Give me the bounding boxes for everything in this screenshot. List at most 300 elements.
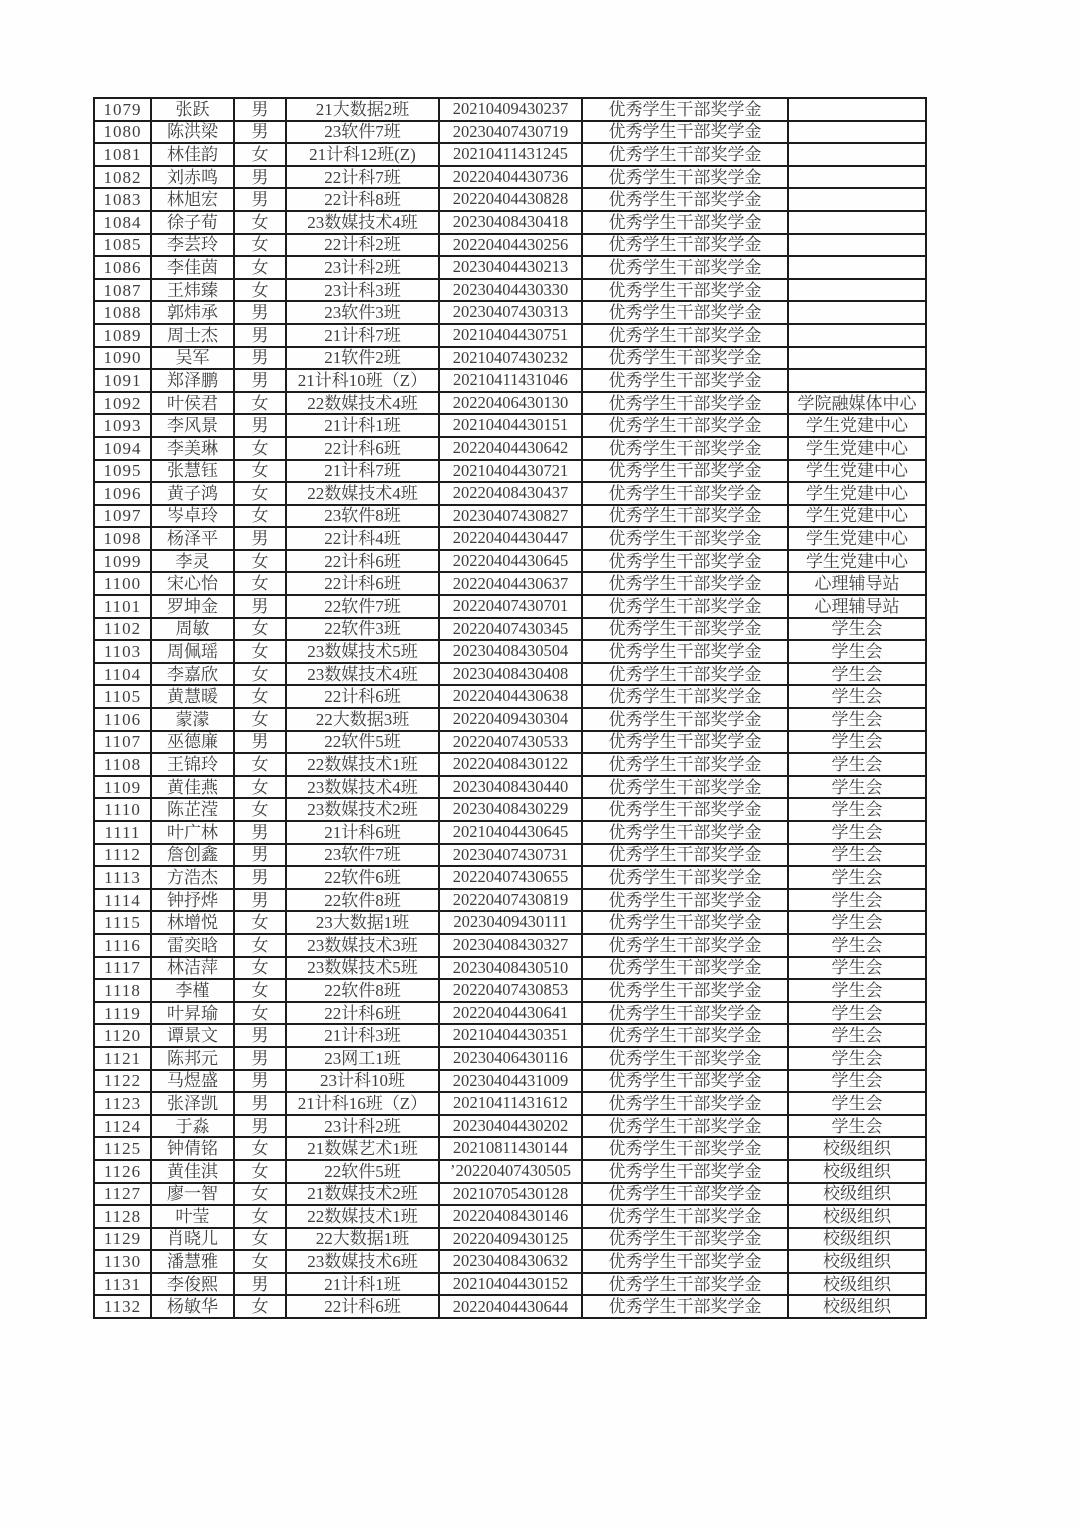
- gender-cell: 女: [234, 1205, 286, 1228]
- organization-cell: 学生党建中心: [788, 460, 926, 483]
- table-row: [94, 979, 926, 1002]
- organization-cell: 校级组织: [788, 1137, 926, 1160]
- gender-cell: 男: [234, 821, 286, 844]
- gender-cell: 女: [234, 618, 286, 641]
- row-number-cell: 1092: [94, 392, 151, 415]
- name-cell: 吴军: [151, 347, 234, 370]
- name-cell: 李风景: [151, 414, 234, 437]
- student-id-cell: 20230409430111: [439, 911, 582, 934]
- name-cell: 林佳韵: [151, 143, 234, 166]
- table-row: [94, 392, 926, 415]
- gender-cell: 女: [234, 1183, 286, 1206]
- row-number-cell: 1094: [94, 437, 151, 460]
- award-cell: 优秀学生干部奖学金: [582, 934, 788, 957]
- table-row: [94, 234, 926, 257]
- award-cell: 优秀学生干部奖学金: [582, 731, 788, 754]
- award-cell: 优秀学生干部奖学金: [582, 821, 788, 844]
- table-row: [94, 1228, 926, 1251]
- organization-cell: 心理辅导站: [788, 572, 926, 595]
- name-cell: 李嘉欣: [151, 663, 234, 686]
- name-cell: 林增悦: [151, 911, 234, 934]
- award-cell: 优秀学生干部奖学金: [582, 98, 788, 121]
- table-row: [94, 1092, 926, 1115]
- award-cell: 优秀学生干部奖学金: [582, 166, 788, 189]
- name-cell: 张慧钰: [151, 460, 234, 483]
- student-id-cell: 20220408430437: [439, 482, 582, 505]
- table-row: [94, 1002, 926, 1025]
- organization-cell: 校级组织: [788, 1205, 926, 1228]
- class-cell: 23数媒技术4班: [286, 776, 439, 799]
- name-cell: 刘赤鸣: [151, 166, 234, 189]
- table-row: [94, 143, 926, 166]
- class-cell: 22软件8班: [286, 889, 439, 912]
- row-number-cell: 1116: [94, 934, 151, 957]
- student-id-cell: 20230408430327: [439, 934, 582, 957]
- name-cell: 李灵: [151, 550, 234, 573]
- gender-cell: 女: [234, 911, 286, 934]
- student-id-cell: 20220406430130: [439, 392, 582, 415]
- student-id-cell: 20210705430128: [439, 1183, 582, 1206]
- organization-cell: [788, 279, 926, 302]
- name-cell: 蒙濛: [151, 708, 234, 731]
- gender-cell: 女: [234, 437, 286, 460]
- class-cell: 21计科1班: [286, 414, 439, 437]
- table-row: [94, 1137, 926, 1160]
- student-id-cell: 20220409430304: [439, 708, 582, 731]
- award-cell: 优秀学生干部奖学金: [582, 572, 788, 595]
- student-id-cell: 20210404430721: [439, 460, 582, 483]
- name-cell: 叶侯君: [151, 392, 234, 415]
- table-row: [94, 1070, 926, 1093]
- gender-cell: 女: [234, 640, 286, 663]
- award-cell: 优秀学生干部奖学金: [582, 957, 788, 980]
- award-cell: 优秀学生干部奖学金: [582, 256, 788, 279]
- student-id-cell: 20230404431009: [439, 1070, 582, 1093]
- award-cell: 优秀学生干部奖学金: [582, 1160, 788, 1183]
- student-id-cell: 20220404430447: [439, 527, 582, 550]
- row-number-cell: 1122: [94, 1070, 151, 1093]
- class-cell: 22数媒技术1班: [286, 1205, 439, 1228]
- row-number-cell: 1119: [94, 1002, 151, 1025]
- row-number-cell: 1080: [94, 121, 151, 144]
- table-row: [94, 527, 926, 550]
- gender-cell: 男: [234, 731, 286, 754]
- organization-cell: 学生会: [788, 1115, 926, 1138]
- organization-cell: 学生会: [788, 663, 926, 686]
- scholarship-table: [93, 97, 927, 1319]
- award-cell: 优秀学生干部奖学金: [582, 1273, 788, 1296]
- gender-cell: 女: [234, 1137, 286, 1160]
- table-row: [94, 798, 926, 821]
- gender-cell: 男: [234, 595, 286, 618]
- organization-cell: [788, 98, 926, 121]
- student-id-cell: 20210811430144: [439, 1137, 582, 1160]
- row-number-cell: 1087: [94, 279, 151, 302]
- row-number-cell: 1126: [94, 1160, 151, 1183]
- student-id-cell: 20230408430440: [439, 776, 582, 799]
- award-cell: 优秀学生干部奖学金: [582, 798, 788, 821]
- class-cell: 23软件7班: [286, 844, 439, 867]
- name-cell: 黄佳燕: [151, 776, 234, 799]
- row-number-cell: 1101: [94, 595, 151, 618]
- gender-cell: 女: [234, 753, 286, 776]
- student-id-cell: 20230407430313: [439, 301, 582, 324]
- row-number-cell: 1114: [94, 889, 151, 912]
- table-row: [94, 618, 926, 641]
- name-cell: 陈洪梁: [151, 121, 234, 144]
- gender-cell: 女: [234, 1160, 286, 1183]
- student-id-cell: 20230408430632: [439, 1250, 582, 1273]
- class-cell: 21计科7班: [286, 324, 439, 347]
- row-number-cell: 1128: [94, 1205, 151, 1228]
- award-cell: 优秀学生干部奖学金: [582, 776, 788, 799]
- gender-cell: 女: [234, 482, 286, 505]
- class-cell: 23计科3班: [286, 279, 439, 302]
- class-cell: 22计科2班: [286, 234, 439, 257]
- organization-cell: 学生会: [788, 1047, 926, 1070]
- table-row: [94, 1205, 926, 1228]
- class-cell: 23软件3班: [286, 301, 439, 324]
- row-number-cell: 1088: [94, 301, 151, 324]
- organization-cell: 学生会: [788, 934, 926, 957]
- gender-cell: 男: [234, 889, 286, 912]
- gender-cell: 男: [234, 1092, 286, 1115]
- student-id-cell: 20220407430819: [439, 889, 582, 912]
- row-number-cell: 1118: [94, 979, 151, 1002]
- gender-cell: 男: [234, 166, 286, 189]
- student-id-cell: 20220404430256: [439, 234, 582, 257]
- organization-cell: 学生党建中心: [788, 550, 926, 573]
- class-cell: 22软件7班: [286, 595, 439, 618]
- gender-cell: 男: [234, 844, 286, 867]
- table-row: [94, 460, 926, 483]
- table-row: [94, 324, 926, 347]
- gender-cell: 女: [234, 1250, 286, 1273]
- table-body: [94, 98, 926, 1318]
- class-cell: 23数媒技术6班: [286, 1250, 439, 1273]
- gender-cell: 男: [234, 98, 286, 121]
- student-id-cell: 20220407430533: [439, 731, 582, 754]
- student-id-cell: 20220409430125: [439, 1228, 582, 1251]
- class-cell: 21计科7班: [286, 460, 439, 483]
- organization-cell: [788, 369, 926, 392]
- student-id-cell: 20210404430152: [439, 1273, 582, 1296]
- award-cell: 优秀学生干部奖学金: [582, 1092, 788, 1115]
- row-number-cell: 1096: [94, 482, 151, 505]
- gender-cell: 女: [234, 934, 286, 957]
- student-id-cell: 20220408430146: [439, 1205, 582, 1228]
- row-number-cell: 1081: [94, 143, 151, 166]
- row-number-cell: 1125: [94, 1137, 151, 1160]
- organization-cell: 学生党建中心: [788, 414, 926, 437]
- organization-cell: [788, 188, 926, 211]
- name-cell: 郭炜承: [151, 301, 234, 324]
- row-number-cell: 1120: [94, 1024, 151, 1047]
- organization-cell: [788, 324, 926, 347]
- award-cell: 优秀学生干部奖学金: [582, 911, 788, 934]
- class-cell: 23大数据1班: [286, 911, 439, 934]
- class-cell: 22计科6班: [286, 437, 439, 460]
- award-cell: 优秀学生干部奖学金: [582, 979, 788, 1002]
- row-number-cell: 1124: [94, 1115, 151, 1138]
- row-number-cell: 1097: [94, 505, 151, 528]
- class-cell: 23数媒技术4班: [286, 663, 439, 686]
- award-cell: 优秀学生干部奖学金: [582, 505, 788, 528]
- class-cell: 22计科4班: [286, 527, 439, 550]
- organization-cell: 学生会: [788, 844, 926, 867]
- class-cell: 22计科6班: [286, 1295, 439, 1318]
- name-cell: 钟倩铭: [151, 1137, 234, 1160]
- table-row: [94, 1115, 926, 1138]
- gender-cell: 女: [234, 256, 286, 279]
- table-row: [94, 256, 926, 279]
- student-id-cell: 20210404430751: [439, 324, 582, 347]
- award-cell: 优秀学生干部奖学金: [582, 1205, 788, 1228]
- name-cell: 李佳茵: [151, 256, 234, 279]
- gender-cell: 男: [234, 347, 286, 370]
- class-cell: 23数媒技术3班: [286, 934, 439, 957]
- class-cell: 21计科3班: [286, 1024, 439, 1047]
- award-cell: 优秀学生干部奖学金: [582, 1250, 788, 1273]
- gender-cell: 男: [234, 1024, 286, 1047]
- student-id-cell: 20220404430642: [439, 437, 582, 460]
- row-number-cell: 1123: [94, 1092, 151, 1115]
- row-number-cell: 1082: [94, 166, 151, 189]
- student-id-cell: 20230408430510: [439, 957, 582, 980]
- class-cell: 21软件2班: [286, 347, 439, 370]
- table-row: [94, 731, 926, 754]
- table-row: [94, 1160, 926, 1183]
- row-number-cell: 1112: [94, 844, 151, 867]
- gender-cell: 男: [234, 121, 286, 144]
- row-number-cell: 1104: [94, 663, 151, 686]
- class-cell: 22计科6班: [286, 685, 439, 708]
- row-number-cell: 1083: [94, 188, 151, 211]
- student-id-cell: 20230407430827: [439, 505, 582, 528]
- table-row: [94, 279, 926, 302]
- student-id-cell: 20210409430237: [439, 98, 582, 121]
- gender-cell: 男: [234, 1047, 286, 1070]
- organization-cell: 学生会: [788, 911, 926, 934]
- name-cell: 黄佳淇: [151, 1160, 234, 1183]
- row-number-cell: 1084: [94, 211, 151, 234]
- organization-cell: 学生会: [788, 979, 926, 1002]
- organization-cell: 学生会: [788, 889, 926, 912]
- name-cell: 廖一智: [151, 1183, 234, 1206]
- row-number-cell: 1079: [94, 98, 151, 121]
- table-row: [94, 1047, 926, 1070]
- organization-cell: 学生党建中心: [788, 437, 926, 460]
- organization-cell: 校级组织: [788, 1273, 926, 1296]
- award-cell: 优秀学生干部奖学金: [582, 685, 788, 708]
- name-cell: 叶昇瑜: [151, 1002, 234, 1025]
- table-row: [94, 369, 926, 392]
- name-cell: 潘慧雅: [151, 1250, 234, 1273]
- organization-cell: 校级组织: [788, 1183, 926, 1206]
- name-cell: 陈邦元: [151, 1047, 234, 1070]
- organization-cell: 学生会: [788, 957, 926, 980]
- row-number-cell: 1090: [94, 347, 151, 370]
- class-cell: 22数媒技术4班: [286, 482, 439, 505]
- student-id-cell: 20230404430213: [439, 256, 582, 279]
- organization-cell: 学生会: [788, 1024, 926, 1047]
- award-cell: 优秀学生干部奖学金: [582, 640, 788, 663]
- table-row: [94, 1183, 926, 1206]
- award-cell: 优秀学生干部奖学金: [582, 1024, 788, 1047]
- table-row: [94, 347, 926, 370]
- award-cell: 优秀学生干部奖学金: [582, 708, 788, 731]
- student-id-cell: 20220407430345: [439, 618, 582, 641]
- name-cell: 李美琳: [151, 437, 234, 460]
- student-id-cell: 20210404430645: [439, 821, 582, 844]
- table-row: [94, 505, 926, 528]
- student-id-cell: 20230404430330: [439, 279, 582, 302]
- class-cell: 23数媒技术2班: [286, 798, 439, 821]
- gender-cell: 女: [234, 460, 286, 483]
- gender-cell: 女: [234, 550, 286, 573]
- award-cell: 优秀学生干部奖学金: [582, 121, 788, 144]
- row-number-cell: 1130: [94, 1250, 151, 1273]
- student-id-cell: 20230404430202: [439, 1115, 582, 1138]
- organization-cell: 校级组织: [788, 1295, 926, 1318]
- class-cell: 23数媒技术4班: [286, 211, 439, 234]
- organization-cell: 学生会: [788, 1070, 926, 1093]
- award-cell: 优秀学生干部奖学金: [582, 889, 788, 912]
- gender-cell: 男: [234, 324, 286, 347]
- row-number-cell: 1127: [94, 1183, 151, 1206]
- table-row: [94, 1295, 926, 1318]
- class-cell: 22数媒技术4班: [286, 392, 439, 415]
- award-cell: 优秀学生干部奖学金: [582, 301, 788, 324]
- class-cell: 22计科8班: [286, 188, 439, 211]
- organization-cell: 学生会: [788, 708, 926, 731]
- student-id-cell: 20210411431612: [439, 1092, 582, 1115]
- organization-cell: [788, 301, 926, 324]
- name-cell: 岑卓玲: [151, 505, 234, 528]
- class-cell: 21数媒艺术1班: [286, 1137, 439, 1160]
- award-cell: 优秀学生干部奖学金: [582, 1183, 788, 1206]
- award-cell: 优秀学生干部奖学金: [582, 347, 788, 370]
- name-cell: 李槿: [151, 979, 234, 1002]
- award-cell: 优秀学生干部奖学金: [582, 1047, 788, 1070]
- class-cell: 22软件6班: [286, 866, 439, 889]
- award-cell: 优秀学生干部奖学金: [582, 595, 788, 618]
- award-cell: 优秀学生干部奖学金: [582, 844, 788, 867]
- gender-cell: 女: [234, 798, 286, 821]
- class-cell: 21计科16班（Z）: [286, 1092, 439, 1115]
- award-cell: 优秀学生干部奖学金: [582, 1115, 788, 1138]
- name-cell: 叶莹: [151, 1205, 234, 1228]
- gender-cell: 女: [234, 776, 286, 799]
- row-number-cell: 1102: [94, 618, 151, 641]
- student-id-cell: 20230407430731: [439, 844, 582, 867]
- table-row: [94, 708, 926, 731]
- table-row: [94, 753, 926, 776]
- award-cell: 优秀学生干部奖学金: [582, 527, 788, 550]
- row-number-cell: 1099: [94, 550, 151, 573]
- table-row: [94, 911, 926, 934]
- name-cell: 周佩瑶: [151, 640, 234, 663]
- class-cell: 23软件8班: [286, 505, 439, 528]
- name-cell: 于淼: [151, 1115, 234, 1138]
- organization-cell: 学生会: [788, 753, 926, 776]
- table-row: [94, 482, 926, 505]
- table-row: [94, 821, 926, 844]
- gender-cell: 女: [234, 211, 286, 234]
- class-cell: 21计科12班(Z): [286, 143, 439, 166]
- row-number-cell: 1086: [94, 256, 151, 279]
- award-cell: 优秀学生干部奖学金: [582, 1137, 788, 1160]
- gender-cell: 女: [234, 685, 286, 708]
- student-id-cell: 20230408430504: [439, 640, 582, 663]
- table-row: [94, 437, 926, 460]
- row-number-cell: 1085: [94, 234, 151, 257]
- student-id-cell: 20220408430122: [439, 753, 582, 776]
- student-id-cell: 20220404430641: [439, 1002, 582, 1025]
- student-id-cell: 20210411431245: [439, 143, 582, 166]
- organization-cell: [788, 143, 926, 166]
- student-id-cell: 20220404430645: [439, 550, 582, 573]
- table-row: [94, 98, 926, 121]
- gender-cell: 女: [234, 1228, 286, 1251]
- organization-cell: [788, 121, 926, 144]
- name-cell: 巫德廉: [151, 731, 234, 754]
- class-cell: 21大数据2班: [286, 98, 439, 121]
- gender-cell: 男: [234, 1273, 286, 1296]
- organization-cell: 校级组织: [788, 1228, 926, 1251]
- award-cell: 优秀学生干部奖学金: [582, 279, 788, 302]
- row-number-cell: 1110: [94, 798, 151, 821]
- organization-cell: [788, 256, 926, 279]
- award-cell: 优秀学生干部奖学金: [582, 234, 788, 257]
- gender-cell: 女: [234, 505, 286, 528]
- table-row: [94, 934, 926, 957]
- gender-cell: 男: [234, 1115, 286, 1138]
- student-id-cell: 20220404430644: [439, 1295, 582, 1318]
- name-cell: 林洁萍: [151, 957, 234, 980]
- class-cell: 22软件5班: [286, 731, 439, 754]
- table-row: [94, 640, 926, 663]
- organization-cell: 心理辅导站: [788, 595, 926, 618]
- gender-cell: 女: [234, 279, 286, 302]
- award-cell: 优秀学生干部奖学金: [582, 414, 788, 437]
- organization-cell: 学生会: [788, 1002, 926, 1025]
- table-row: [94, 866, 926, 889]
- row-number-cell: 1113: [94, 866, 151, 889]
- award-cell: 优秀学生干部奖学金: [582, 211, 788, 234]
- organization-cell: 学生党建中心: [788, 505, 926, 528]
- gender-cell: 女: [234, 143, 286, 166]
- row-number-cell: 1095: [94, 460, 151, 483]
- row-number-cell: 1121: [94, 1047, 151, 1070]
- student-id-cell: 20220404430736: [439, 166, 582, 189]
- organization-cell: 学生会: [788, 731, 926, 754]
- name-cell: 马煜盛: [151, 1070, 234, 1093]
- student-id-cell: 20230408430418: [439, 211, 582, 234]
- gender-cell: 女: [234, 663, 286, 686]
- organization-cell: 学生党建中心: [788, 482, 926, 505]
- award-cell: 优秀学生干部奖学金: [582, 1295, 788, 1318]
- organization-cell: 学生会: [788, 798, 926, 821]
- name-cell: 肖晓儿: [151, 1228, 234, 1251]
- table-row: [94, 121, 926, 144]
- award-cell: 优秀学生干部奖学金: [582, 437, 788, 460]
- name-cell: 雷奕晗: [151, 934, 234, 957]
- gender-cell: 男: [234, 527, 286, 550]
- organization-cell: 学生党建中心: [788, 527, 926, 550]
- row-number-cell: 1093: [94, 414, 151, 437]
- name-cell: 方浩杰: [151, 866, 234, 889]
